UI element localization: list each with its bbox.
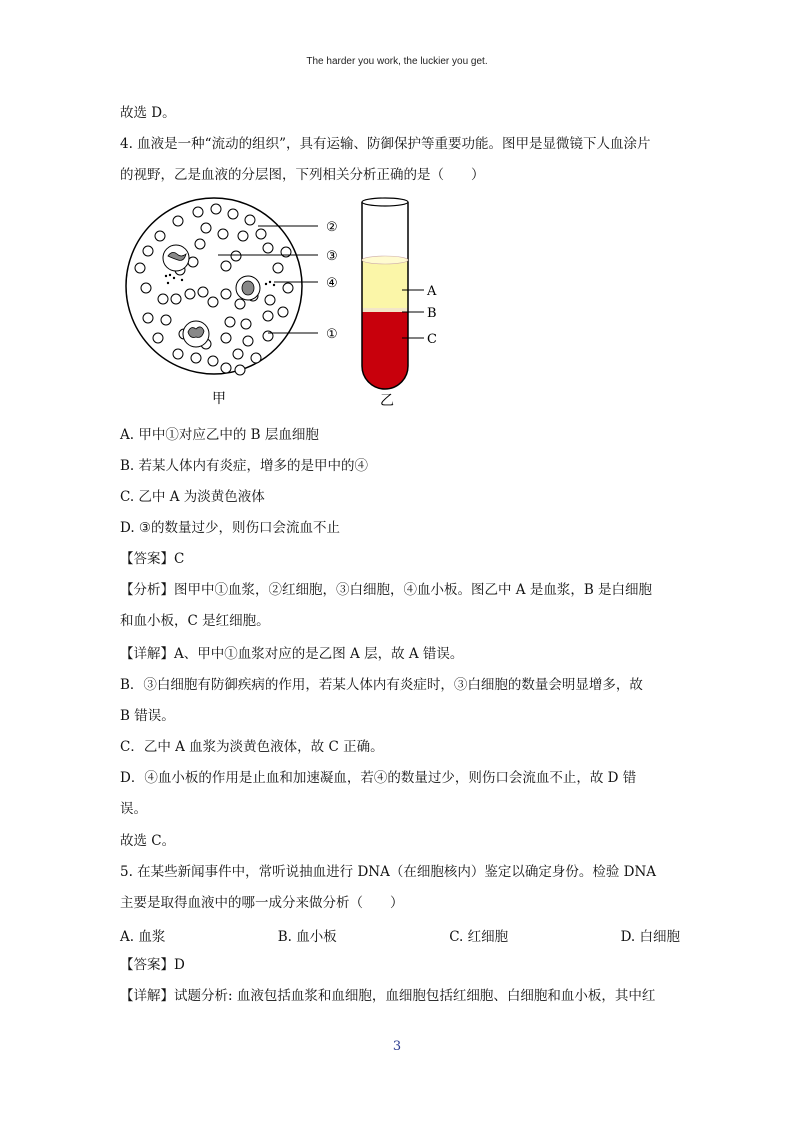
analysis-4-cont: 和血小板，C 是红细胞。 (120, 613, 270, 629)
label-c: C (427, 332, 437, 347)
detail-4-b-cont: B 错误。 (120, 708, 175, 724)
option-c: C. 乙中 A 为淡黄色液体 (120, 489, 265, 505)
figure-jia-label: 甲 (212, 391, 226, 407)
question-5-stem: 5. 在某些新闻事件中，常听说抽血进行 DNA（在细胞核内）鉴定以确定身份。检验 DNA (120, 864, 657, 880)
detail-4-b: B．③白细胞有防御疾病的作用，若某人体内有炎症时，③白细胞的数量会明显增多，故 (120, 677, 643, 693)
detail-4: 【详解】A、甲中①血浆对应的是乙图 A 层，故 A 错误。 (120, 646, 464, 662)
option-a: A. 甲中①对应乙中的 B 层血细胞 (120, 427, 319, 443)
question-4-stem: 4. 血液是一种“流动的组织”，具有运输、防御保护等重要功能。图甲是显微镜下人血涂片 (120, 136, 651, 152)
q5-option-d: D. 白细胞 (620, 929, 680, 945)
q5-option-c: C. 红细胞 (449, 929, 509, 945)
detail-4-d-cont: 误。 (120, 801, 147, 817)
test-tube (362, 198, 437, 409)
analysis-4: 【分析】图甲中①血浆，②红细胞，③白细胞，④血小板。图乙中 A 是血浆，B 是白细胞 (120, 582, 653, 598)
page-number: 3 (392, 1039, 402, 1054)
figure-yi-label: 乙 (380, 393, 394, 409)
option-d: D. ③的数量过少，则伤口会流血不止 (120, 520, 341, 536)
label-2: ② (326, 220, 338, 235)
text-line: 故选 D。 (120, 105, 176, 121)
answer-5: 【答案】D (120, 957, 185, 973)
question-5-options (120, 925, 680, 945)
label-4: ④ (326, 276, 338, 291)
choice-4: 故选 C。 (120, 833, 176, 849)
label-3: ③ (326, 249, 338, 264)
question-5-stem-cont: 主要是取得血液中的哪一成分来做分析（ ） (120, 895, 404, 911)
microscope-field (126, 198, 338, 407)
blood-figure (118, 196, 458, 410)
q5-option-a: A. 血浆 (120, 929, 166, 945)
page-header-motto: The harder you work, the luckier you get. (306, 56, 488, 67)
detail-4-c: C．乙中 A 血浆为淡黄色液体，故 C 正确。 (120, 739, 384, 755)
q5-option-b: B. 血小板 (277, 929, 337, 945)
answer-4: 【答案】C (120, 551, 185, 567)
label-b: B (427, 306, 437, 321)
label-a: A (427, 284, 437, 299)
option-b: B. 若某人体内有炎症，增多的是甲中的④ (120, 458, 369, 474)
label-1: ① (326, 327, 338, 342)
detail-5: 【详解】试题分析: 血液包括血浆和血细胞，血细胞包括红细胞、白细胞和血小板，其中红 (120, 988, 656, 1004)
detail-4-d: D．④血小板的作用是止血和加速凝血，若④的数量过少，则伤口会流血不止，故 D 错 (120, 770, 637, 786)
question-4-stem-cont: 的视野，乙是血液的分层图，下列相关分析正确的是（ ） (120, 167, 485, 183)
